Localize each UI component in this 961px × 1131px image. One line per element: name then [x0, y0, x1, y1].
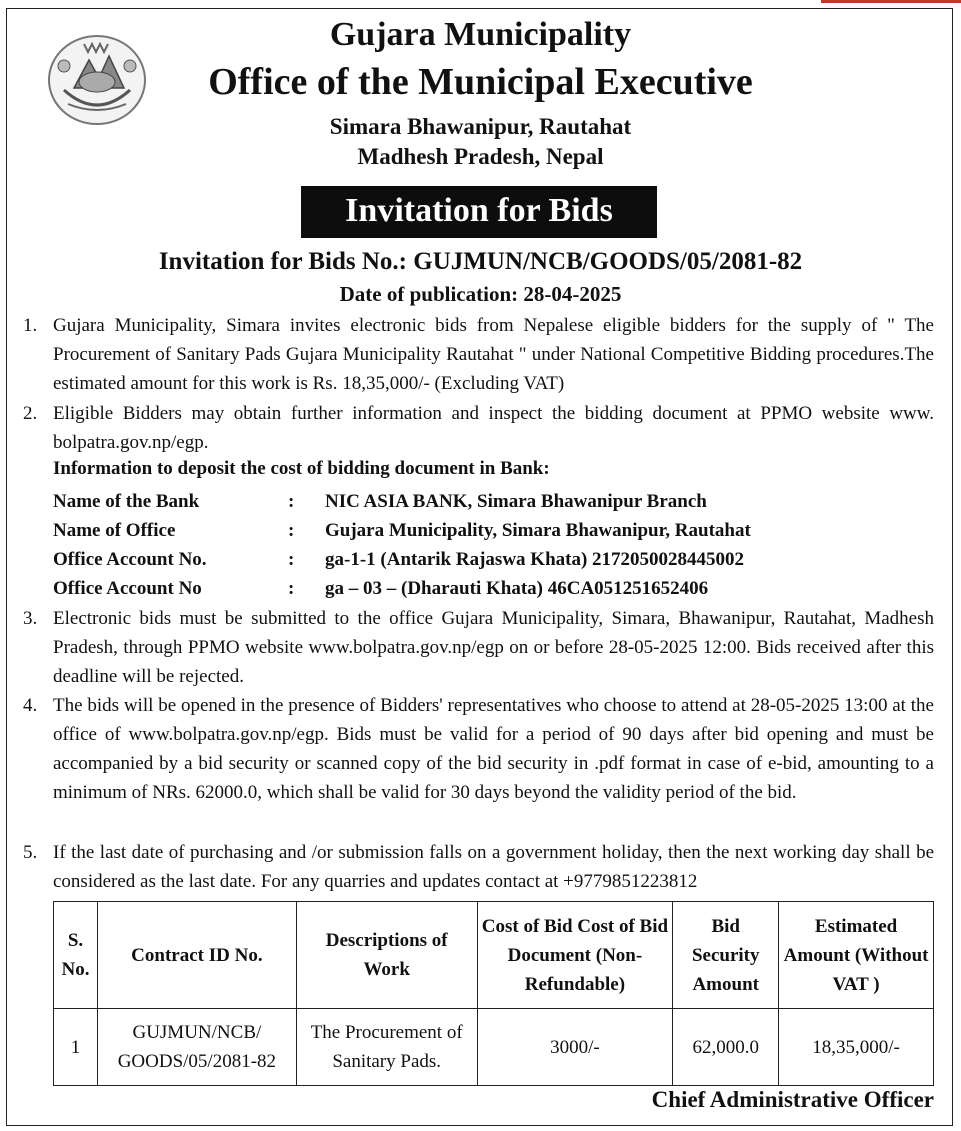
- item-number: 1.: [23, 315, 38, 336]
- bank-info-label: Name of the Bank: [53, 491, 200, 512]
- item-text: If the last date of purchasing and /or submission falls on a government holiday, then the next working day shall be considered as the last date. For any quarries and updates contact at +9779851223812: [53, 842, 934, 892]
- table-cell: 62,000.0: [673, 1009, 779, 1086]
- item-text: The bids will be opened in the presence of Bidders' representatives who choose to attend at 28-05-2025 13:00 at the office of www.bolpatra.gov.np/egp. Bids must be valid for a period of 90 days after bid opening and must be accompanied by a bid security or scanned copy of the bid security in .pdf format in case of e-bid, amounting to a minimum of NRs. 62000.0, which shall be valid for 30 days beyond the validity period of the bid.: [53, 695, 934, 803]
- bank-info-label: Office Account No: [53, 578, 202, 599]
- item-number: 2.: [23, 403, 38, 424]
- table-cell: 18,35,000/-: [779, 1009, 934, 1086]
- item-number: 3.: [23, 608, 38, 629]
- office-name: Office of the Municipal Executive: [208, 61, 753, 103]
- item-number: 5.: [23, 842, 38, 863]
- bank-info-value: Gujara Municipality, Simara Bhawanipur, Rautahat: [325, 520, 751, 541]
- column-header: Cost of Bid Cost of Bid Document (Non- Refundable): [477, 902, 673, 1009]
- bank-info-value: ga-1-1 (Antarik Rajaswa Khata) 2172050028445002: [325, 549, 745, 570]
- address-line-1: Simara Bhawanipur, Rautahat: [329, 114, 632, 139]
- bank-info-heading: Information to deposit the cost of bidding document in Bank:: [53, 458, 550, 479]
- bank-info-colon: :: [288, 549, 295, 570]
- signatory-title: Chief Administrative Officer: [651, 1087, 934, 1112]
- item-number: 4.: [23, 695, 38, 716]
- bank-info-colon: :: [288, 491, 295, 512]
- bid-number: Invitation for Bids No.: GUJMUN/NCB/GOODS/05/2081-82: [158, 248, 803, 275]
- column-header: Estimated Amount (Without VAT ): [779, 902, 934, 1009]
- item-text: Gujara Municipality, Simara invites electronic bids from Nepalese eligible bidders for the supply of " The Procurement of Sanitary Pads Gujara Municipality Rautahat " under National Competitive Bidding procedures.The estimated amount for this work is Rs. 18,35,000/- (Excluding VAT): [53, 315, 934, 394]
- table-cell: The Procurement of Sanitary Pads.: [296, 1009, 477, 1086]
- column-header: Descriptions of Work: [296, 902, 477, 1009]
- bank-info-colon: :: [288, 520, 295, 541]
- item-text: Eligible Bidders may obtain further information and inspect the bidding document at PPMO website www. bolpatra.gov.np/egp.: [53, 403, 934, 453]
- bid-table: [53, 901, 934, 1086]
- table-header-row: [54, 902, 934, 1009]
- top-accent-line: [821, 0, 961, 3]
- column-header: Contract ID No.: [97, 902, 296, 1009]
- table-row: [54, 1009, 934, 1086]
- column-header: S. No.: [54, 902, 98, 1009]
- bank-info-label: Office Account No.: [53, 549, 207, 570]
- notice-banner: Invitation for Bids: [301, 186, 657, 238]
- bank-info-value: NIC ASIA BANK, Simara Bhawanipur Branch: [325, 491, 707, 512]
- table-cell: 1: [54, 1009, 98, 1086]
- municipality-name: Gujara Municipality: [329, 16, 632, 53]
- bank-info-label: Name of Office: [53, 520, 176, 541]
- item-text: Electronic bids must be submitted to the office Gujara Municipality, Simara, Bhawanipur, Rautahat, Madhesh Pradesh, through PPMO website www.bolpatra.gov.np/egp on or before 28-05-2025 12:00. Bids received after this deadline will be rejected.: [53, 608, 934, 687]
- table-cell: 3000/-: [477, 1009, 673, 1086]
- bank-info-value: ga – 03 – (Dharauti Khata) 46CA051251652406: [325, 578, 709, 599]
- column-header: Bid Security Amount: [673, 902, 779, 1009]
- address-line-2: Madhesh Pradesh, Nepal: [357, 144, 604, 169]
- bank-info-colon: :: [288, 578, 295, 599]
- table-cell: GUJMUN/NCB/ GOODS/05/2081-82: [97, 1009, 296, 1086]
- publication-date: Date of publication: 28-04-2025: [339, 282, 622, 306]
